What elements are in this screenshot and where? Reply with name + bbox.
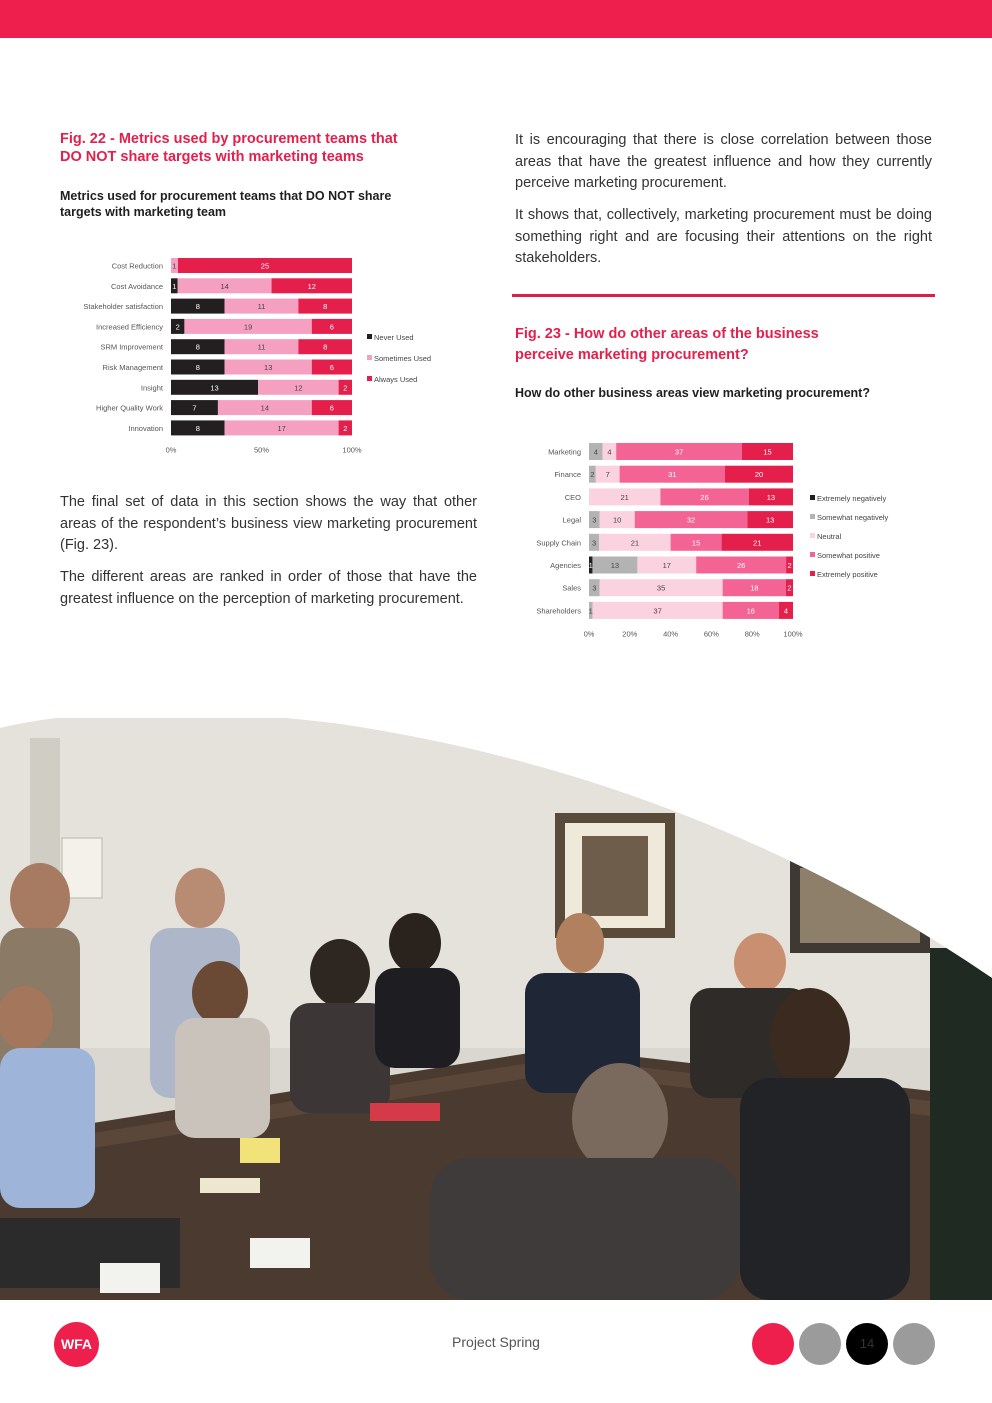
legend-swatch-neutral (810, 533, 815, 538)
legend-swatch-somewhat-negatively (810, 514, 815, 519)
category-label-higher-quality-work: Higher Quality Work (96, 403, 163, 413)
data-label-shareholders-somewhat-negatively: 1 (588, 606, 593, 616)
data-label-finance-extremely-positive: 20 (754, 470, 764, 480)
x-tick-100: 100% (342, 445, 362, 455)
x-tick-20: 20% (622, 629, 638, 639)
legend-label-never-used: Never Used (374, 333, 414, 342)
data-label-risk-management-always-used: 6 (329, 363, 334, 372)
data-label-marketing-extremely-positive: 15 (763, 447, 772, 457)
data-label-stakeholder-satisfaction-always-used: 8 (323, 302, 328, 312)
legend-label-always-used: Always Used (374, 375, 418, 384)
category-label-shareholders: Shareholders (536, 606, 581, 616)
data-label-higher-quality-work-sometimes-used: 14 (260, 403, 270, 413)
legend-label-extremely-negatively: Extremely negatively (817, 494, 887, 503)
data-label-stakeholder-satisfaction-never-used: 8 (195, 302, 200, 312)
fig23-title-line1: Fig. 23 - How do other areas of the business (515, 326, 819, 342)
nav-dot-grey-1 (799, 1323, 841, 1365)
data-label-ceo-extremely-positive: 13 (766, 492, 776, 502)
fig22-title-line2: DO NOT share targets with marketing teams (60, 149, 364, 165)
data-label-agencies-somewhat-positive: 26 (736, 561, 746, 570)
data-label-supply-chain-neutral: 21 (630, 538, 640, 548)
fig23-chart (510, 435, 930, 645)
data-label-finance-somewhat-positive: 31 (668, 470, 677, 480)
data-label-higher-quality-work-always-used: 6 (329, 403, 334, 413)
data-label-insight-sometimes-used: 12 (294, 383, 303, 393)
data-label-sales-extremely-positive: 2 (787, 583, 792, 593)
category-label-marketing: Marketing (548, 447, 581, 457)
data-label-supply-chain-somewhat-positive: 15 (691, 538, 701, 548)
data-label-cost-reduction-always-used: 25 (260, 261, 270, 271)
right-paragraph-1: It is encouraging that there is close correlation between those areas that have the greatest influence and how they currently perceive marketing procurement. (515, 132, 932, 191)
category-label-legal: Legal (562, 515, 581, 525)
category-label-ceo: CEO (564, 492, 581, 502)
category-label-supply-chain: Supply Chain (536, 538, 581, 548)
data-label-legal-neutral: 10 (612, 515, 622, 525)
x-tick-50: 50% (253, 445, 270, 455)
fig22-subtitle-line2: targets with marketing team (60, 205, 227, 219)
legend-swatch-somewhat-positive (810, 552, 815, 557)
data-label-marketing-neutral: 4 (607, 447, 612, 457)
legend-swatch-always-used (367, 376, 372, 381)
data-label-sales-somewhat-positive: 18 (750, 583, 759, 593)
legend-label-somewhat-positive: Somewhat positive (817, 551, 880, 560)
top-accent-bar (0, 0, 992, 38)
category-label-risk-management: Risk Management (102, 363, 163, 372)
section-divider (512, 294, 935, 297)
data-label-sales-somewhat-negatively: 3 (592, 583, 597, 593)
data-label-shareholders-neutral: 37 (653, 606, 662, 616)
data-label-srm-improvement-always-used: 8 (323, 342, 328, 352)
data-label-agencies-extremely-negatively: 1 (588, 561, 593, 570)
legend-swatch-never-used (367, 334, 372, 339)
data-label-supply-chain-somewhat-negatively: 3 (592, 538, 597, 548)
data-label-insight-always-used: 2 (343, 383, 348, 393)
fig23-title (515, 324, 819, 366)
fig22-title-line1: Fig. 22 - Metrics used by procurement teams that (60, 131, 398, 147)
data-label-srm-improvement-never-used: 8 (195, 342, 200, 352)
data-label-shareholders-somewhat-positive: 16 (746, 606, 755, 616)
category-label-srm-improvement: SRM Improvement (100, 342, 163, 352)
legend-label-sometimes-used: Sometimes Used (374, 354, 432, 363)
data-label-ceo-somewhat-positive: 26 (700, 492, 709, 502)
x-tick-80: 80% (744, 629, 760, 639)
fig23-title-line2: perceive marketing procurement? (515, 347, 749, 363)
category-label-sales: Sales (562, 583, 581, 593)
data-label-agencies-neutral: 17 (662, 561, 671, 570)
legend-swatch-extremely-negatively (810, 495, 815, 500)
category-label-finance: Finance (554, 470, 581, 480)
data-label-legal-extremely-positive: 13 (765, 515, 775, 525)
data-label-cost-avoidance-sometimes-used: 14 (220, 281, 229, 291)
data-label-legal-somewhat-positive: 32 (686, 515, 696, 525)
fig22-subtitle (60, 188, 391, 220)
data-label-innovation-sometimes-used: 17 (277, 423, 286, 433)
data-label-srm-improvement-sometimes-used: 11 (257, 342, 266, 352)
data-label-cost-avoidance-never-used: 1 (172, 281, 177, 291)
data-label-cost-reduction-sometimes-used: 1 (172, 261, 177, 271)
data-label-supply-chain-extremely-positive: 21 (753, 538, 762, 548)
legend-swatch-sometimes-used (367, 355, 372, 360)
data-label-innovation-never-used: 8 (195, 423, 200, 433)
data-label-higher-quality-work-never-used: 7 (192, 403, 197, 413)
nav-dot-red (752, 1323, 794, 1365)
page-number: 14 (846, 1323, 888, 1365)
data-label-stakeholder-satisfaction-sometimes-used: 11 (257, 302, 266, 312)
data-label-increased-efficiency-never-used: 2 (175, 322, 180, 332)
fig23-subtitle: How do other business areas view marketing procurement? (515, 386, 870, 400)
data-label-cost-avoidance-always-used: 12 (307, 281, 316, 291)
nav-dot-grey-2 (893, 1323, 935, 1365)
x-tick-0: 0% (165, 445, 177, 455)
data-label-shareholders-extremely-positive: 4 (783, 606, 789, 616)
x-tick-100: 100% (783, 629, 803, 639)
data-label-insight-never-used: 13 (210, 383, 219, 393)
legend-label-somewhat-negatively: Somewhat negatively (817, 513, 889, 522)
category-label-insight: Insight (140, 383, 163, 393)
category-label-cost-avoidance: Cost Avoidance (111, 281, 163, 291)
data-label-finance-neutral: 7 (605, 470, 610, 480)
footer-project-name: Project Spring (452, 1334, 540, 1350)
data-label-innovation-always-used: 2 (343, 423, 348, 433)
legend-label-neutral: Neutral (817, 532, 842, 541)
data-label-agencies-extremely-positive: 2 (787, 561, 792, 570)
data-label-risk-management-sometimes-used: 13 (264, 363, 273, 372)
legend-swatch-extremely-positive (810, 571, 815, 576)
legend-label-extremely-positive: Extremely positive (817, 570, 878, 579)
fig22-subtitle-line1: Metrics used for procurement teams that DO NOT share (60, 189, 392, 203)
category-label-agencies: Agencies (550, 561, 581, 570)
fig22-chart (50, 250, 470, 465)
data-label-increased-efficiency-always-used: 6 (329, 322, 334, 332)
data-label-legal-somewhat-negatively: 3 (592, 515, 597, 525)
data-label-increased-efficiency-sometimes-used: 19 (243, 322, 253, 332)
category-label-increased-efficiency: Increased Efficiency (96, 322, 163, 332)
data-label-sales-neutral: 35 (656, 583, 666, 593)
data-label-agencies-somewhat-negatively: 13 (610, 561, 620, 570)
fig22-title (60, 130, 398, 166)
data-label-ceo-neutral: 21 (620, 492, 629, 502)
left-paragraph-1: The final set of data in this section shows the way that other areas of the respondent’s business view marketing procurement (Fig. 23). (60, 494, 477, 553)
data-label-risk-management-never-used: 8 (195, 363, 200, 372)
data-label-marketing-somewhat-negatively: 4 (593, 447, 598, 457)
category-label-innovation: Innovation (128, 423, 163, 433)
left-paragraph-2: The different areas are ranked in order of those that have the greatest influence on the perception of marketing procurement. (60, 569, 477, 607)
right-paragraph-2: It shows that, collectively, marketing procurement must be doing something right and are focusing their attentions on the right stakeholders. (515, 207, 932, 266)
x-tick-60: 60% (703, 629, 719, 639)
wfa-logo: WFA (54, 1322, 99, 1367)
x-tick-40: 40% (663, 629, 679, 639)
data-label-finance-somewhat-negatively: 2 (590, 470, 595, 480)
data-label-marketing-somewhat-positive: 37 (674, 447, 684, 457)
meeting-photo (0, 718, 992, 1300)
x-tick-0: 0% (583, 629, 595, 639)
category-label-cost-reduction: Cost Reduction (111, 261, 163, 271)
category-label-stakeholder-satisfaction: Stakeholder satisfaction (83, 302, 163, 312)
